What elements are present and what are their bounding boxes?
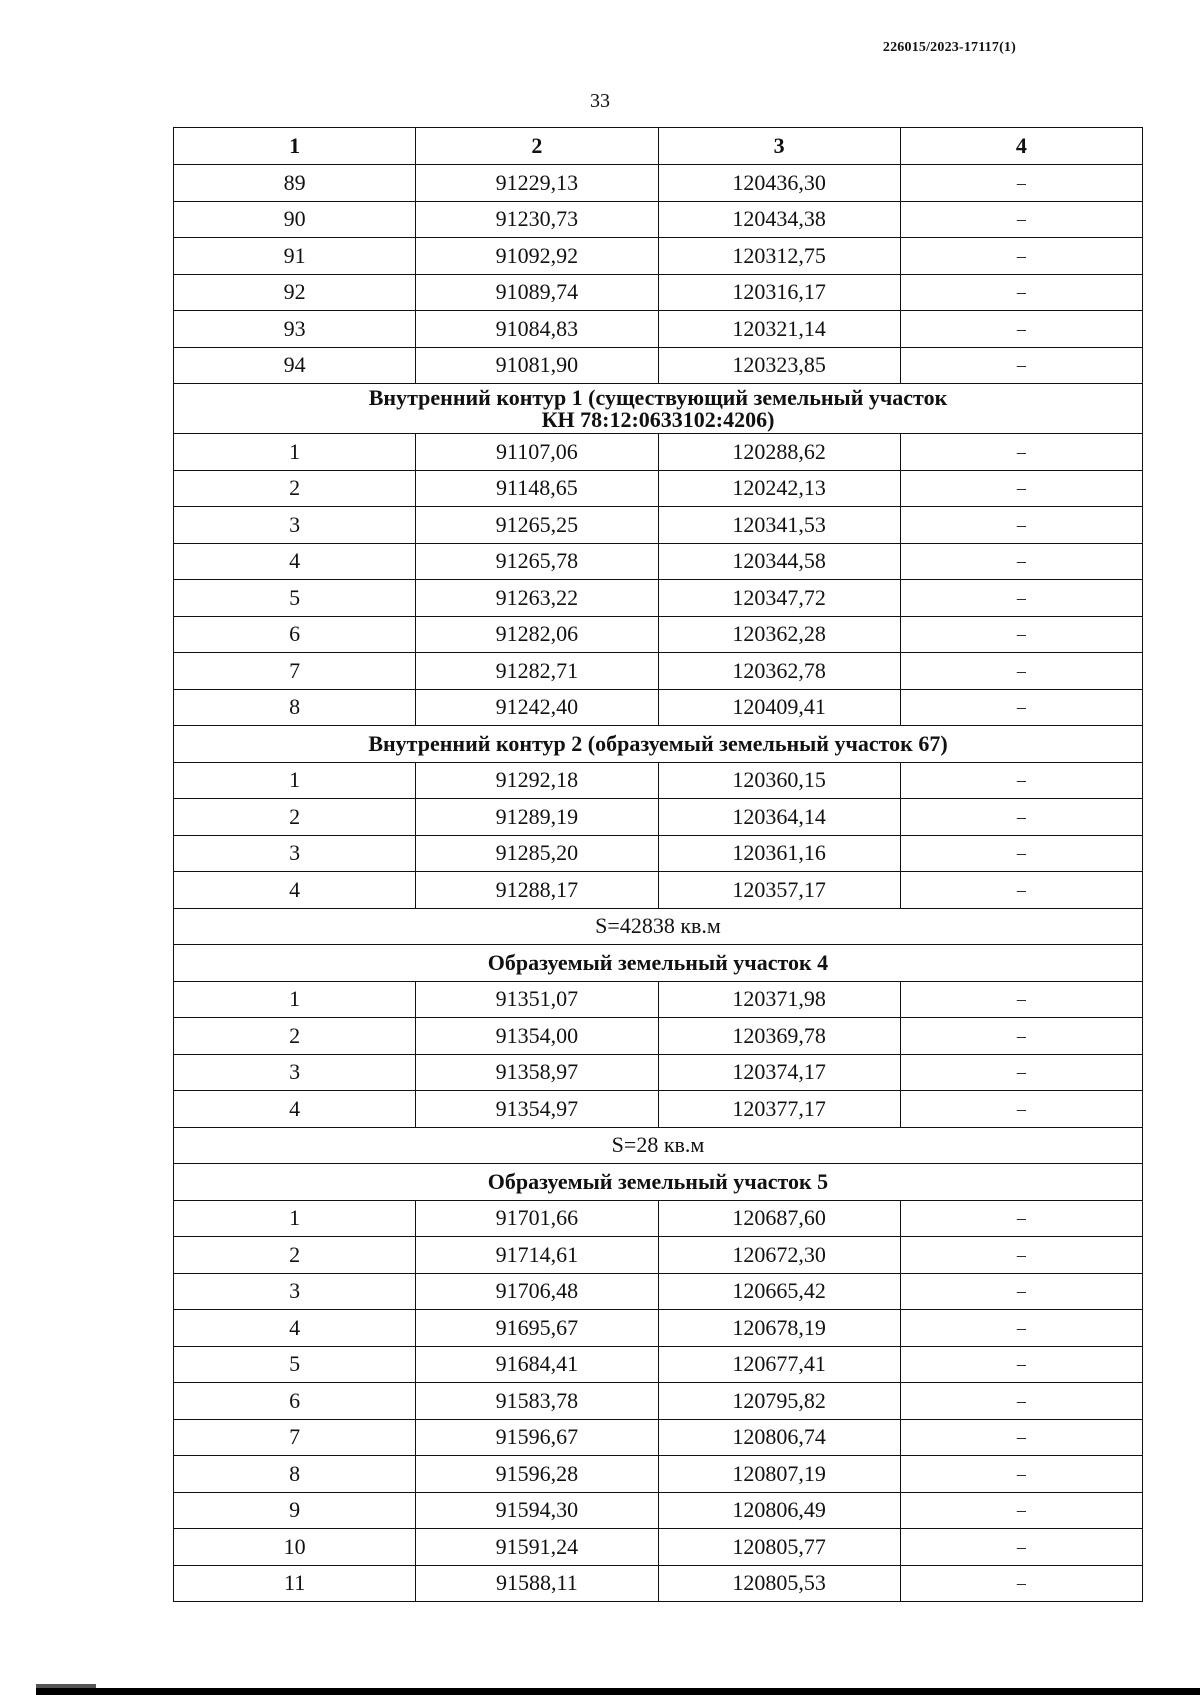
table-row <box>174 1492 1143 1529</box>
point-number-cell: 9 <box>174 1492 416 1529</box>
point-number-cell: 2 <box>174 470 416 507</box>
x-coordinate-cell: 91092,92 <box>416 238 658 275</box>
column-4-cell: – <box>900 1419 1142 1456</box>
section-title-line: Внутренний контур 1 (существующий земельный участок <box>368 384 948 410</box>
column-4-cell: – <box>900 1346 1142 1383</box>
coordinates-table <box>173 127 1143 1602</box>
x-coordinate-cell: 91701,66 <box>416 1200 658 1237</box>
table-row <box>174 1054 1143 1091</box>
x-coordinate-cell: 91289,19 <box>416 799 658 836</box>
table-row <box>174 507 1143 544</box>
y-coordinate-cell: 120672,30 <box>658 1237 900 1274</box>
column-header-2: 2 <box>416 128 658 165</box>
column-4-cell: – <box>900 835 1142 872</box>
column-4-cell: – <box>900 1054 1142 1091</box>
area-row <box>174 908 1143 945</box>
column-4-cell: – <box>900 616 1142 653</box>
point-number-cell: 1 <box>174 1200 416 1237</box>
point-number-cell: 7 <box>174 1419 416 1456</box>
y-coordinate-cell: 120362,78 <box>658 653 900 690</box>
section-header-row <box>174 384 1143 434</box>
x-coordinate-cell: 91265,78 <box>416 543 658 580</box>
y-coordinate-cell: 120678,19 <box>658 1310 900 1347</box>
table-row <box>174 543 1143 580</box>
table-row <box>174 238 1143 275</box>
x-coordinate-cell: 91588,11 <box>416 1565 658 1602</box>
y-coordinate-cell: 120242,13 <box>658 470 900 507</box>
table-row <box>174 165 1143 202</box>
column-4-cell: – <box>900 274 1142 311</box>
y-coordinate-cell: 120344,58 <box>658 543 900 580</box>
column-4-cell: – <box>900 1310 1142 1347</box>
x-coordinate-cell: 91594,30 <box>416 1492 658 1529</box>
x-coordinate-cell: 91265,25 <box>416 507 658 544</box>
x-coordinate-cell: 91292,18 <box>416 762 658 799</box>
x-coordinate-cell: 91230,73 <box>416 201 658 238</box>
column-4-cell: – <box>900 653 1142 690</box>
point-number-cell: 2 <box>174 1018 416 1055</box>
column-header-4: 4 <box>900 128 1142 165</box>
x-coordinate-cell: 91242,40 <box>416 689 658 726</box>
column-4-cell: – <box>900 580 1142 617</box>
point-number-cell: 10 <box>174 1529 416 1566</box>
y-coordinate-cell: 120316,17 <box>658 274 900 311</box>
y-coordinate-cell: 120409,41 <box>658 689 900 726</box>
x-coordinate-cell: 91706,48 <box>416 1273 658 1310</box>
y-coordinate-cell: 120677,41 <box>658 1346 900 1383</box>
column-4-cell: – <box>900 470 1142 507</box>
y-coordinate-cell: 120357,17 <box>658 872 900 909</box>
table-row <box>174 1346 1143 1383</box>
section-title <box>174 726 1143 763</box>
x-coordinate-cell: 91288,17 <box>416 872 658 909</box>
x-coordinate-cell: 91684,41 <box>416 1346 658 1383</box>
section-title-line: КН 78:12:0633102:4206) <box>541 406 775 432</box>
section-header-row <box>174 945 1143 982</box>
x-coordinate-cell: 91107,06 <box>416 434 658 471</box>
point-number-cell: 4 <box>174 872 416 909</box>
document-registration-number: 226015/2023-17117(1) <box>882 40 1016 55</box>
table-header-row <box>174 128 1143 165</box>
point-number-cell: 5 <box>174 580 416 617</box>
y-coordinate-cell: 120362,28 <box>658 616 900 653</box>
point-number-cell: 11 <box>174 1565 416 1602</box>
column-4-cell: – <box>900 1565 1142 1602</box>
x-coordinate-cell: 91596,28 <box>416 1456 658 1493</box>
point-number-cell: 2 <box>174 1237 416 1274</box>
x-coordinate-cell: 91229,13 <box>416 165 658 202</box>
column-4-cell: – <box>900 311 1142 348</box>
point-number-cell: 4 <box>174 1091 416 1128</box>
area-value: S=42838 кв.м <box>174 908 1143 945</box>
x-coordinate-cell: 91591,24 <box>416 1529 658 1566</box>
table-row <box>174 762 1143 799</box>
y-coordinate-cell: 120687,60 <box>658 1200 900 1237</box>
section-title-line: Образуемый земельный участок 4 <box>487 949 829 975</box>
x-coordinate-cell: 91695,67 <box>416 1310 658 1347</box>
x-coordinate-cell: 91148,65 <box>416 470 658 507</box>
point-number-cell: 1 <box>174 434 416 471</box>
y-coordinate-cell: 120312,75 <box>658 238 900 275</box>
point-number-cell: 3 <box>174 835 416 872</box>
table-row <box>174 1091 1143 1128</box>
table-row <box>174 1200 1143 1237</box>
column-4-cell: – <box>900 1529 1142 1566</box>
table-row <box>174 835 1143 872</box>
point-number-cell: 5 <box>174 1346 416 1383</box>
section-title-line: Образуемый земельный участок 5 <box>487 1168 829 1194</box>
y-coordinate-cell: 120288,62 <box>658 434 900 471</box>
y-coordinate-cell: 120374,17 <box>658 1054 900 1091</box>
table-row <box>174 347 1143 384</box>
column-4-cell: – <box>900 1237 1142 1274</box>
x-coordinate-cell: 91263,22 <box>416 580 658 617</box>
table-row <box>174 981 1143 1018</box>
table-row <box>174 201 1143 238</box>
section-title <box>174 945 1143 982</box>
column-4-cell: – <box>900 1492 1142 1529</box>
column-4-cell: – <box>900 165 1142 202</box>
y-coordinate-cell: 120807,19 <box>658 1456 900 1493</box>
point-number-cell: 4 <box>174 543 416 580</box>
x-coordinate-cell: 91354,97 <box>416 1091 658 1128</box>
table-row <box>174 872 1143 909</box>
y-coordinate-cell: 120323,85 <box>658 347 900 384</box>
point-number-cell: 93 <box>174 311 416 348</box>
x-coordinate-cell: 91583,78 <box>416 1383 658 1420</box>
point-number-cell: 94 <box>174 347 416 384</box>
column-4-cell: – <box>900 1018 1142 1055</box>
point-number-cell: 8 <box>174 689 416 726</box>
column-4-cell: – <box>900 1383 1142 1420</box>
y-coordinate-cell: 120361,16 <box>658 835 900 872</box>
column-4-cell: – <box>900 689 1142 726</box>
column-4-cell: – <box>900 799 1142 836</box>
x-coordinate-cell: 91354,00 <box>416 1018 658 1055</box>
y-coordinate-cell: 120806,74 <box>658 1419 900 1456</box>
y-coordinate-cell: 120371,98 <box>658 981 900 1018</box>
y-coordinate-cell: 120377,17 <box>658 1091 900 1128</box>
area-value: S=28 кв.м <box>174 1127 1143 1164</box>
column-4-cell: – <box>900 347 1142 384</box>
x-coordinate-cell: 91084,83 <box>416 311 658 348</box>
x-coordinate-cell: 91282,71 <box>416 653 658 690</box>
point-number-cell: 1 <box>174 981 416 1018</box>
column-header-3: 3 <box>658 128 900 165</box>
table-row <box>174 311 1143 348</box>
y-coordinate-cell: 120665,42 <box>658 1273 900 1310</box>
y-coordinate-cell: 120434,38 <box>658 201 900 238</box>
column-4-cell: – <box>900 1273 1142 1310</box>
column-4-cell: – <box>900 201 1142 238</box>
table-row <box>174 1310 1143 1347</box>
point-number-cell: 89 <box>174 165 416 202</box>
table-row <box>174 580 1143 617</box>
x-coordinate-cell: 91285,20 <box>416 835 658 872</box>
section-title <box>174 1164 1143 1201</box>
section-title <box>174 384 1143 434</box>
point-number-cell: 3 <box>174 507 416 544</box>
column-4-cell: – <box>900 507 1142 544</box>
table-row <box>174 1383 1143 1420</box>
y-coordinate-cell: 120347,72 <box>658 580 900 617</box>
column-4-cell: – <box>900 981 1142 1018</box>
column-4-cell: – <box>900 238 1142 275</box>
table-row <box>174 274 1143 311</box>
column-4-cell: – <box>900 872 1142 909</box>
table-row <box>174 799 1143 836</box>
table-row <box>174 1237 1143 1274</box>
point-number-cell: 8 <box>174 1456 416 1493</box>
column-4-cell: – <box>900 1091 1142 1128</box>
y-coordinate-cell: 120436,30 <box>658 165 900 202</box>
table-row <box>174 1529 1143 1566</box>
y-coordinate-cell: 120795,82 <box>658 1383 900 1420</box>
point-number-cell: 90 <box>174 201 416 238</box>
table-row <box>174 1018 1143 1055</box>
x-coordinate-cell: 91358,97 <box>416 1054 658 1091</box>
table-row <box>174 1273 1143 1310</box>
column-4-cell: – <box>900 762 1142 799</box>
y-coordinate-cell: 120341,53 <box>658 507 900 544</box>
table-row <box>174 616 1143 653</box>
table-row <box>174 1456 1143 1493</box>
point-number-cell: 4 <box>174 1310 416 1347</box>
column-4-cell: – <box>900 434 1142 471</box>
section-header-row <box>174 726 1143 763</box>
x-coordinate-cell: 91714,61 <box>416 1237 658 1274</box>
y-coordinate-cell: 120364,14 <box>658 799 900 836</box>
point-number-cell: 6 <box>174 1383 416 1420</box>
page-number: 33 <box>590 90 610 112</box>
table-row <box>174 653 1143 690</box>
table-row <box>174 470 1143 507</box>
table-body <box>174 165 1143 1602</box>
y-coordinate-cell: 120806,49 <box>658 1492 900 1529</box>
column-4-cell: – <box>900 1456 1142 1493</box>
area-row <box>174 1127 1143 1164</box>
point-number-cell: 92 <box>174 274 416 311</box>
point-number-cell: 7 <box>174 653 416 690</box>
point-number-cell: 3 <box>174 1273 416 1310</box>
point-number-cell: 1 <box>174 762 416 799</box>
x-coordinate-cell: 91081,90 <box>416 347 658 384</box>
column-4-cell: – <box>900 1200 1142 1237</box>
y-coordinate-cell: 120360,15 <box>658 762 900 799</box>
point-number-cell: 6 <box>174 616 416 653</box>
table-row <box>174 1565 1143 1602</box>
y-coordinate-cell: 120369,78 <box>658 1018 900 1055</box>
point-number-cell: 2 <box>174 799 416 836</box>
x-coordinate-cell: 91351,07 <box>416 981 658 1018</box>
point-number-cell: 3 <box>174 1054 416 1091</box>
column-header-1: 1 <box>174 128 416 165</box>
table-row <box>174 434 1143 471</box>
x-coordinate-cell: 91596,67 <box>416 1419 658 1456</box>
section-header-row <box>174 1164 1143 1201</box>
scan-bottom-border <box>36 1688 1200 1695</box>
y-coordinate-cell: 120805,53 <box>658 1565 900 1602</box>
y-coordinate-cell: 120321,14 <box>658 311 900 348</box>
column-4-cell: – <box>900 543 1142 580</box>
x-coordinate-cell: 91282,06 <box>416 616 658 653</box>
x-coordinate-cell: 91089,74 <box>416 274 658 311</box>
section-title-line: Внутренний контур 2 (образуемый земельный участок 67) <box>368 730 948 756</box>
point-number-cell: 91 <box>174 238 416 275</box>
y-coordinate-cell: 120805,77 <box>658 1529 900 1566</box>
table-row <box>174 1419 1143 1456</box>
table-row <box>174 689 1143 726</box>
